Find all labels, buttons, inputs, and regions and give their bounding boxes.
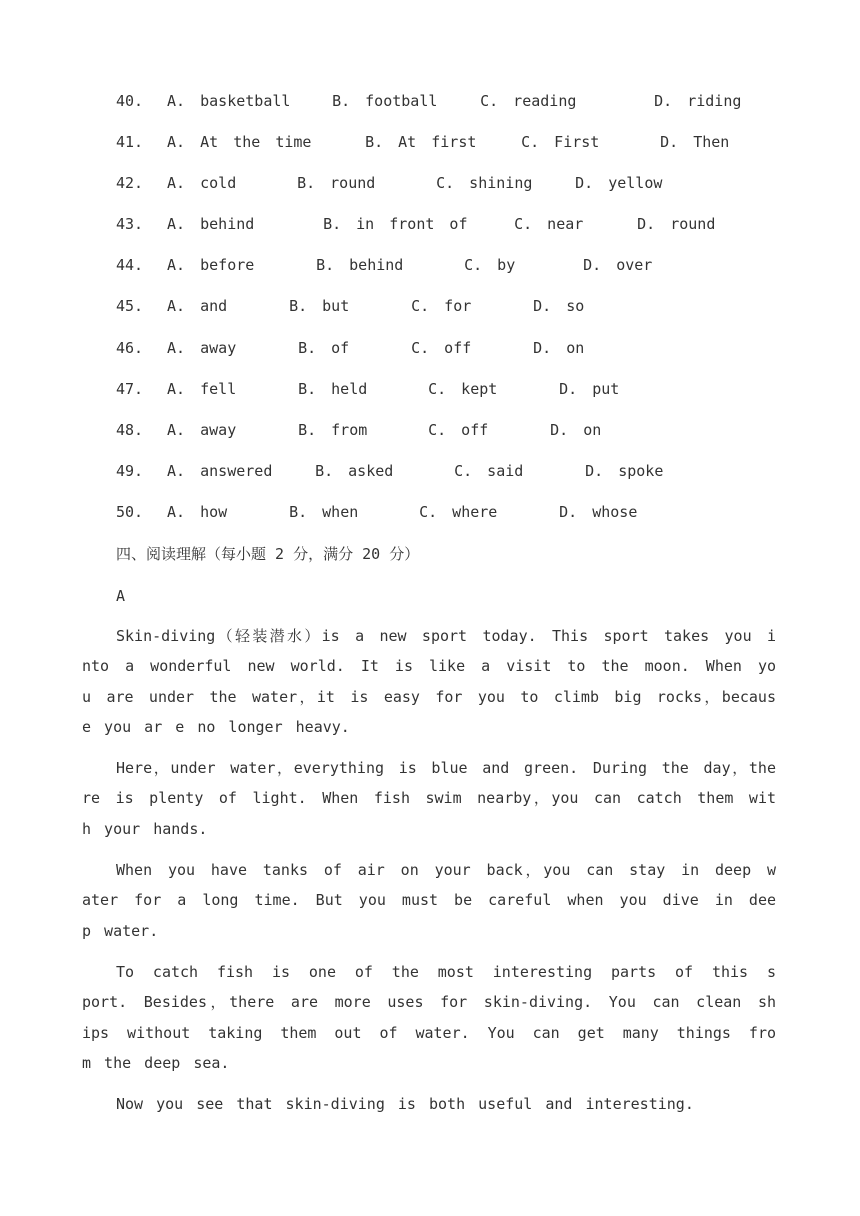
option-a: A. and [167,297,228,315]
paragraph-line: re is plenty of light. When fish swim nearby，you can catch them wit [82,789,776,808]
question-row [116,172,662,194]
paragraph-line: To catch fish is one of the most interesting parts of this s [116,963,776,981]
option-a: A. answered [167,462,273,480]
question-number: 50. [116,503,144,521]
option-a: A. cold [167,174,237,192]
option-d: D. put [559,380,620,398]
question-number: 43. [116,215,144,233]
question-number: 47. [116,380,144,398]
question-number: 40. [116,92,144,110]
option-c: C. where [419,503,498,521]
paragraph-line: nto a wonderful new world. It is like a visit to the moon. When yo [82,657,776,676]
option-c: C. kept [428,380,498,398]
option-c: C. for [411,297,472,315]
question-number: 49. [116,462,144,480]
passage-label: A [116,587,126,605]
question-row [116,254,652,276]
option-c: C. near [514,215,584,233]
option-a: A. how [167,503,228,521]
question-number: 48. [116,421,144,439]
question-row [116,460,663,482]
option-b: B. of [298,339,350,357]
paragraph-line: ater for a long time. But you must be careful when you dive in dee [82,891,776,910]
option-d: D. yellow [575,174,663,192]
option-d: D. spoke [585,462,664,480]
paragraph-line: e you ar e no longer heavy. [82,717,350,736]
option-c: C. reading [480,92,577,110]
question-row [116,90,741,112]
paragraph-line: ips without taking them out of water. You can get many things fro [82,1023,776,1042]
option-c: C. off [411,339,472,357]
paragraph [82,757,776,848]
option-d: D. Then [660,133,730,151]
paragraph [82,1093,776,1123]
paragraph-line: u are under the water，it is easy for you to climb big rocks，becaus [82,687,776,706]
question-number: 46. [116,339,144,357]
question-number: 41. [116,133,144,151]
section-title: 四、阅读理解（每小题 2 分，满分 20 分） [116,545,420,563]
paragraph-line: Here，under water，everything is blue and green. During the day，the [116,759,776,777]
option-b: B. asked [315,462,394,480]
option-b: B. football [332,92,438,110]
paragraph-line: m the deep sea. [82,1053,230,1072]
option-c: C. off [428,421,489,439]
option-a: A. away [167,339,237,357]
paragraph-line: h your hands. [82,819,208,838]
paragraph-line: Skin-diving（轻装潜水）is a new sport today. This sport takes you i [116,627,776,645]
option-b: B. behind [316,256,404,274]
option-d: D. round [637,215,716,233]
option-a: A. fell [167,380,237,398]
question-row [116,295,584,317]
paragraph-line: When you have tanks of air on your back，you can stay in deep w [116,861,776,879]
option-d: D. whose [559,503,638,521]
option-b: B. held [298,380,368,398]
option-b: B. when [289,503,359,521]
question-row [116,419,601,441]
option-d: D. riding [654,92,742,110]
paragraph [82,859,776,950]
question-row [116,337,584,359]
question-row [116,131,729,153]
option-b: B. At first [365,133,477,151]
question-row [116,501,637,523]
paragraph-line: port. Besides，there are more uses for skin-diving. You can clean sh [82,993,776,1012]
option-a: A. basketball [167,92,291,110]
option-c: C. said [454,462,524,480]
option-d: D. on [550,421,602,439]
option-b: B. from [298,421,368,439]
option-a: A. behind [167,215,255,233]
question-number: 44. [116,256,144,274]
question-number: 45. [116,297,144,315]
paragraph [82,961,776,1082]
paragraph-line: Now you see that skin-diving is both useful and interesting. [116,1095,694,1113]
option-c: C. by [464,256,516,274]
option-d: D. over [583,256,653,274]
question-number: 42. [116,174,144,192]
option-a: A. At the time [167,133,312,151]
option-d: D. on [533,339,585,357]
paragraph [82,625,776,746]
option-d: D. so [533,297,585,315]
question-row [116,213,715,235]
option-a: A. before [167,256,255,274]
paragraph-line: p water. [82,921,159,940]
question-row [116,378,619,400]
option-c: C. First [521,133,600,151]
option-b: B. round [297,174,376,192]
option-a: A. away [167,421,237,439]
option-c: C. shining [436,174,533,192]
option-b: B. but [289,297,350,315]
option-b: B. in front of [323,215,468,233]
